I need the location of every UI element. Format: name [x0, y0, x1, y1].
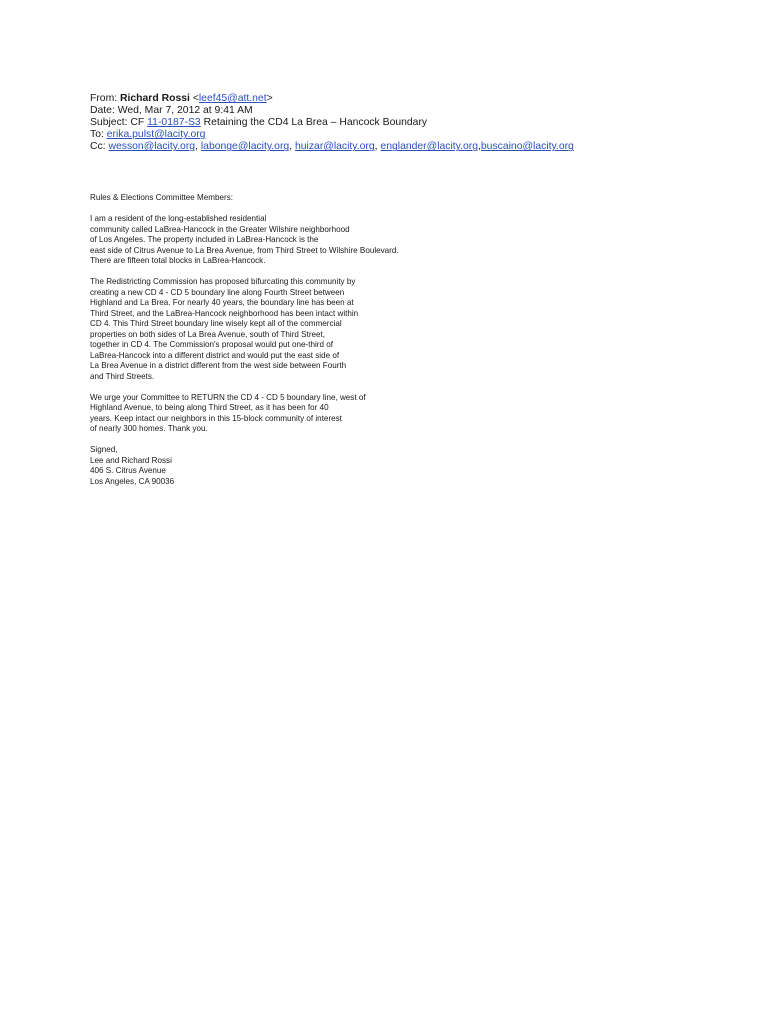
- email-header: [90, 93, 574, 153]
- from-label: From:: [90, 93, 121, 104]
- to-label: To:: [90, 129, 107, 141]
- signature-block: [90, 445, 399, 487]
- text-line: Highland and La Brea. For nearly 40 years, the boundary line has been at: [90, 298, 354, 307]
- letter-body: [90, 193, 399, 498]
- council-file-link[interactable]: 11-0187-S3: [147, 117, 201, 129]
- signature-line: Lee and Richard Rossi: [90, 455, 172, 465]
- subject-row: [90, 117, 574, 129]
- sender-name: Richard Rossi: [120, 93, 190, 104]
- text-line: Third Street, and the LaBrea-Hancock neighborhood has been intact within: [90, 308, 359, 318]
- text-line: La Brea Avenue in a district different from the west side between Fourth: [90, 361, 347, 370]
- text-line: creating a new CD 4 - CD 5 boundary line along Fourth Street between: [90, 287, 345, 297]
- text-line: and Third Streets.: [90, 371, 155, 381]
- text-line: CD 4. This Third Street boundary line wisely kept all of the commercial: [90, 319, 342, 328]
- cc-email-link[interactable]: wesson@lacity.org: [108, 141, 196, 153]
- cc-email-link[interactable]: englander@lacity.org: [380, 141, 478, 153]
- text-line: I am a resident of the long-established residential: [90, 214, 267, 223]
- text-line: We urge your Committee to RETURN the CD 4 - CD 5 boundary line, west of: [90, 392, 366, 402]
- sender-email-link[interactable]: leef45@att.net: [198, 93, 267, 104]
- text-line: of Los Angeles. The property included in LaBrea-Hancock is the: [90, 235, 319, 244]
- cc-email-link[interactable]: huizar@lacity.org: [294, 141, 375, 153]
- cc-row: Cc: wesson@lacity.org, labonge@lacity.org, huizar@lacity.org, englander@lacity.org,buscaino@lacity.org: [90, 141, 574, 153]
- date-row: Date: Wed, Mar 7, 2012 at 9:41 AM: [90, 105, 253, 117]
- salutation: [90, 193, 399, 204]
- signature-line: Signed,: [90, 445, 118, 454]
- text-line: together in CD 4. The Commission's proposal would put one-third of: [90, 340, 333, 349]
- text-line: east side of Citrus Avenue to La Brea Avenue, from Third Street to Wilshire Boulevard.: [90, 245, 399, 255]
- paragraph-redistricting: [90, 277, 399, 382]
- text-line: The Redistricting Commission has proposed bifurcating this community by: [90, 277, 356, 286]
- cc-email-link[interactable]: buscaino@lacity.org: [480, 141, 574, 153]
- subject-text: Retaining the CD4 La Brea – Hancock Boundary: [200, 117, 428, 129]
- salutation-text: Rules & Elections Committee Members:: [90, 193, 234, 202]
- paragraph-residence: [90, 214, 399, 267]
- cc-email-link[interactable]: labonge@lacity.org: [200, 141, 290, 153]
- recipient-email-link[interactable]: erika.pulst@lacity.org: [106, 129, 206, 141]
- cc-label: Cc:: [90, 141, 109, 153]
- to-row: [90, 129, 574, 141]
- text-line: community called LaBrea-Hancock in the Greater Wilshire neighborhood: [90, 224, 350, 234]
- text-line: Highland Avenue, to being along Third Street, as it has been for 40: [90, 403, 329, 412]
- paragraph-request: [90, 393, 399, 435]
- text-line: LaBrea-Hancock into a different district and would put the east side of: [90, 350, 340, 360]
- subject-label: Subject: CF: [90, 117, 148, 129]
- signature-line: Los Angeles, CA 90036: [90, 476, 175, 486]
- from-row: From: Richard Rossi <leef45@att.net>: [90, 93, 273, 104]
- signature-line: 406 S. Citrus Avenue: [90, 466, 166, 475]
- text-line: of nearly 300 homes. Thank you.: [90, 424, 208, 433]
- text-line: properties on both sides of La Brea Avenue, south of Third Street,: [90, 329, 326, 339]
- text-line: There are fifteen total blocks in LaBrea-Hancock.: [90, 256, 266, 265]
- text-line: years. Keep intact our neighbors in this 15-block community of interest: [90, 413, 342, 423]
